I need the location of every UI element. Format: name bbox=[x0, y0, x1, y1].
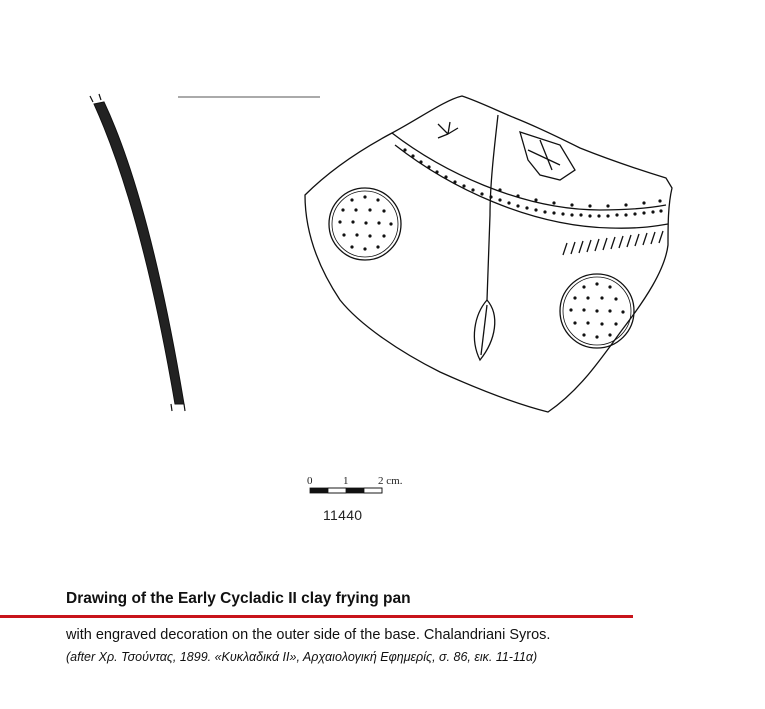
stamped-circle-left bbox=[329, 188, 401, 260]
profile-section bbox=[90, 94, 185, 411]
accent-divider bbox=[0, 615, 633, 618]
scale-bar bbox=[307, 475, 403, 493]
stamped-circle-right bbox=[560, 274, 634, 348]
scale-tick-1: 1 bbox=[343, 475, 349, 487]
scale-tick-0: 0 bbox=[307, 475, 313, 487]
dotted-band bbox=[403, 148, 662, 217]
scale-tick-2: 2 cm. bbox=[378, 475, 403, 487]
caption-title: Drawing of the Early Cycladic II clay frying pan bbox=[66, 590, 411, 607]
caption-description: with engraved decoration on the outer side of the base. Chalandriani Syros. bbox=[66, 627, 551, 643]
caption-source: (after Χρ. Τσούντας, 1899. «Κυκλαδικά ΙΙ», Αρχαιολογική Εφημερίς, σ. 86, εικ. 11-11α) bbox=[66, 650, 538, 664]
catalog-number: 11440 bbox=[323, 507, 363, 523]
sherd-fragment bbox=[305, 96, 672, 412]
